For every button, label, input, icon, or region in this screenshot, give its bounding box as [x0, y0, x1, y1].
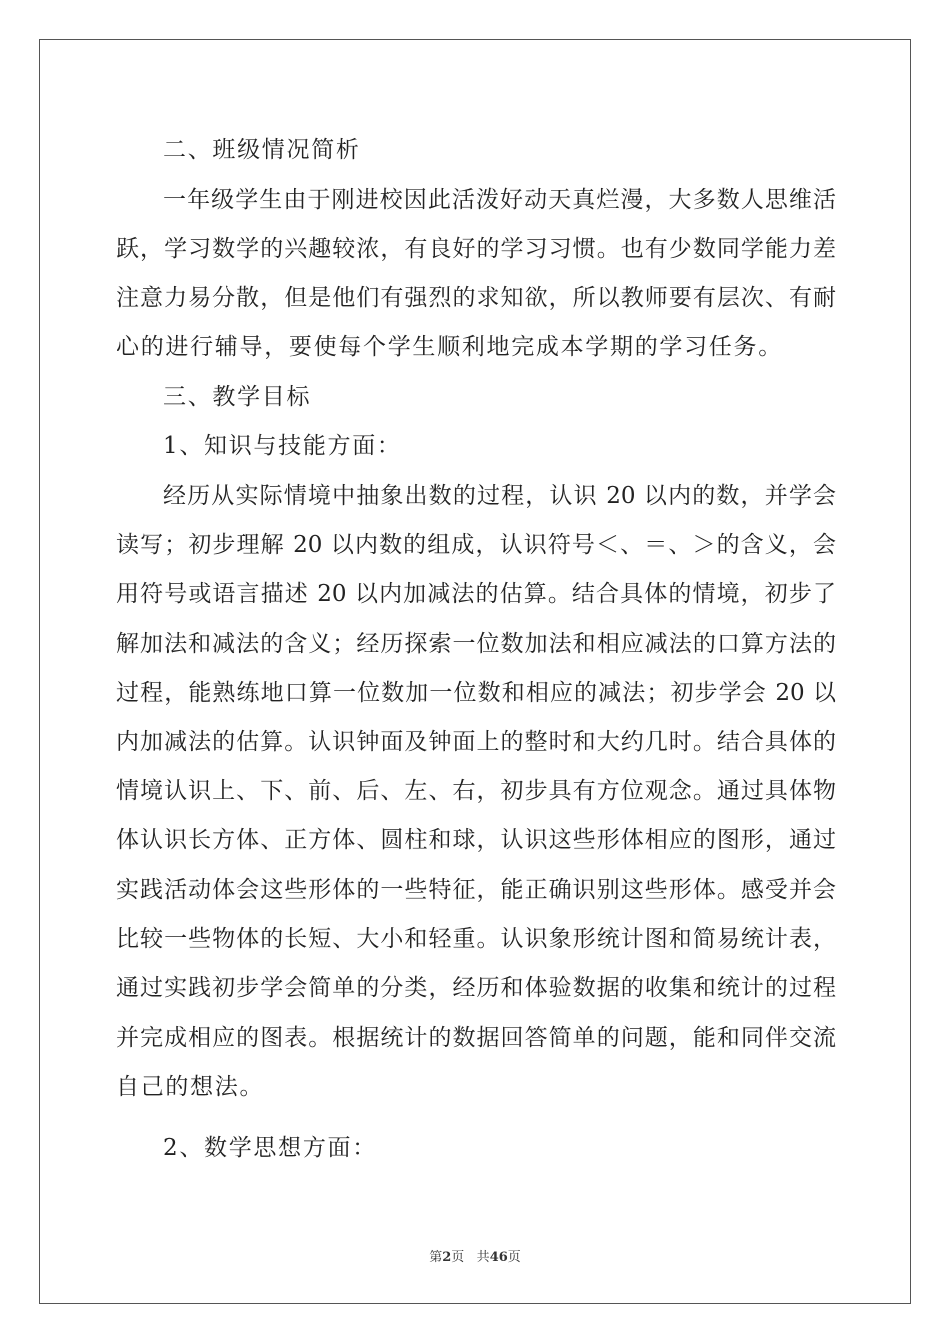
paragraph-line: 跃，学习数学的兴趣较浓，有良好的学习习惯。也有少数同学能力差: [116, 236, 836, 262]
paragraph-line: 通过实践初步学会简单的分类，经历和体验数据的收集和统计的过程: [116, 975, 836, 1001]
paragraph-line: 情境认识上、下、前、后、左、右，初步具有方位观念。通过具体物: [116, 778, 836, 804]
paragraph-line: 解加法和减法的含义；经历探索一位数加法和相应减法的口算方法的: [116, 631, 836, 657]
footer-page-suffix: 页: [451, 1250, 465, 1265]
footer-total-suffix: 页: [507, 1250, 521, 1265]
paragraph-line: 用符号或语言描述 20 以内加减法的估算。结合具体的情境，初步了: [116, 581, 836, 607]
footer-total-prefix: 共: [476, 1250, 490, 1265]
footer-page-prefix: 第: [429, 1250, 443, 1265]
paragraph-line: 经历从实际情境中抽象出数的过程，认识 20 以内的数，并学会: [163, 483, 836, 509]
paragraph-line: 并完成相应的图表。根据统计的数据回答简单的问题，能和同伴交流: [116, 1025, 836, 1051]
section-heading-class-analysis: 二、班级情况简析: [163, 137, 361, 163]
paragraph-line: 自己的想法。: [116, 1074, 265, 1100]
subsection-heading-math-thinking: 2、数学思想方面：: [163, 1135, 377, 1161]
paragraph-line: 注意力易分散，但是他们有强烈的求知欲，所以教师要有层次、有耐: [116, 285, 836, 311]
paragraph-line: 读写；初步理解 20 以内数的组成，认识符号＜、＝、＞的含义，会: [116, 532, 836, 558]
paragraph-line: 心的进行辅导，要使每个学生顺利地完成本学期的学习任务。: [116, 334, 783, 360]
footer-total-number: 46: [489, 1250, 508, 1265]
paragraph-line: 体认识长方体、正方体、圆柱和球，认识这些形体相应的图形，通过: [116, 827, 836, 853]
footer-page-number: 2: [442, 1250, 452, 1265]
subsection-heading-knowledge-skills: 1、知识与技能方面：: [163, 433, 402, 459]
paragraph-line: 比较一些物体的长短、大小和轻重。认识象形统计图和简易统计表，: [116, 926, 836, 952]
section-heading-teaching-goals: 三、教学目标: [163, 384, 312, 410]
paragraph-line: 实践活动体会这些形体的一些特征，能正确识别这些形体。感受并会: [116, 877, 836, 903]
paragraph-line: 过程，能熟练地口算一位数加一位数和相应的减法；初步学会 20 以: [116, 680, 836, 706]
page-footer: [0, 1246, 950, 1265]
paragraph-line: 内加减法的估算。认识钟面及钟面上的整时和大约几时。结合具体的: [116, 729, 836, 755]
paragraph-line: 一年级学生由于刚进校因此活泼好动天真烂漫，大多数人思维活: [163, 187, 836, 213]
